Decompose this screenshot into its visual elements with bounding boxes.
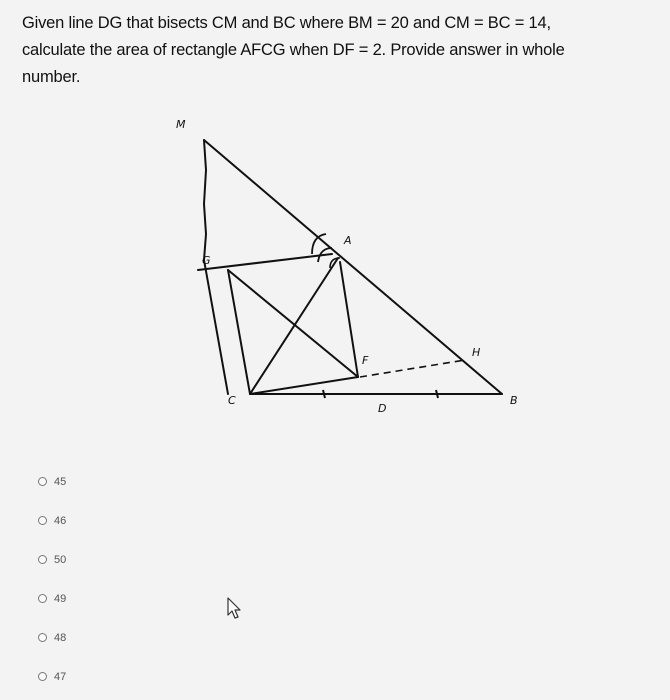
answer-option-label: 47 (54, 670, 67, 683)
answer-option-label: 50 (54, 553, 67, 566)
radio-button[interactable] (38, 672, 47, 681)
label-g: G (202, 254, 211, 267)
segment-cf (250, 377, 358, 394)
answer-options (38, 462, 66, 696)
segment-fh-dashed (360, 360, 465, 377)
segment-gf (228, 270, 358, 377)
answer-option-label: 46 (54, 514, 67, 527)
mouse-pointer-icon (226, 597, 242, 621)
geometry-svg (176, 112, 530, 422)
label-c: C (228, 394, 236, 407)
answer-option-label: 48 (54, 631, 67, 644)
label-b: B (510, 394, 518, 407)
radio-button[interactable] (38, 633, 47, 642)
question-text (22, 10, 662, 91)
label-h: H (472, 346, 481, 359)
answer-option[interactable] (38, 657, 66, 696)
tick-mark-cd (323, 390, 325, 398)
radio-button[interactable] (38, 555, 47, 564)
answer-option[interactable] (38, 618, 66, 657)
answer-option-label: 45 (54, 475, 67, 488)
answer-option-label: 49 (54, 592, 67, 605)
radio-button[interactable] (38, 516, 47, 525)
label-a: A (344, 234, 352, 247)
segment-gc (228, 270, 250, 394)
answer-option[interactable] (38, 462, 66, 501)
radio-button[interactable] (38, 594, 47, 603)
answer-option[interactable] (38, 501, 66, 540)
tick-mark-db (436, 390, 438, 398)
question-line-1: Given line DG that bisects CM and BC where BM = 20 and CM = BC = 14, (22, 14, 551, 32)
segment-ca (250, 258, 338, 394)
answer-option[interactable] (38, 540, 66, 579)
answer-option[interactable] (38, 579, 66, 618)
radio-button[interactable] (38, 477, 47, 486)
question-line-3: number. (22, 68, 81, 86)
question-line-2: calculate the area of rectangle AFCG when DF = 2. Provide answer in whole (22, 41, 565, 59)
label-m: M (176, 118, 186, 131)
label-f: F (362, 354, 369, 367)
segment-ga (198, 254, 332, 270)
segment-af (340, 262, 358, 377)
geometry-diagram (176, 112, 530, 422)
segment-mb (204, 140, 502, 394)
label-d: D (378, 402, 387, 415)
